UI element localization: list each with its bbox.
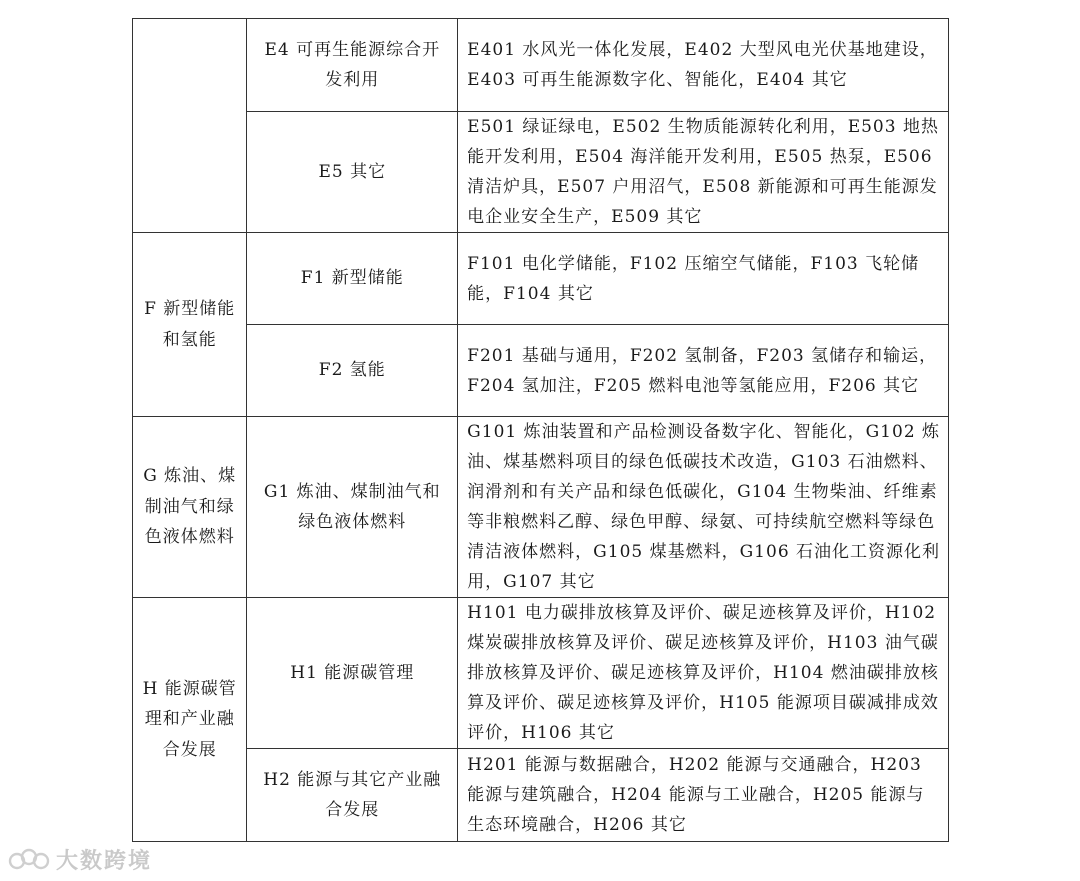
items-cell: [458, 749, 949, 842]
category-label: G 炼油、煤制油气和绿色液体燃料: [143, 466, 237, 548]
items-cell: [458, 112, 949, 233]
subcategory-label: E4 可再生能源综合开发利用: [264, 39, 441, 90]
subcategory-label: G1 炼油、煤制油气和绿色液体燃料: [263, 481, 441, 532]
subcategory-cell: [247, 19, 458, 112]
category-label: H 能源碳管理和产业融合发展: [142, 678, 237, 760]
items-text: F101 电化学储能，F102 压缩空气储能，F103 飞轮储能，F104 其它: [467, 253, 920, 304]
category-label: F 新型储能和氢能: [144, 299, 236, 350]
table-row: [133, 325, 949, 417]
subcategory-label: H2 能源与其它产业融合发展: [263, 769, 442, 820]
table-row: [133, 598, 949, 749]
category-table: [132, 18, 949, 842]
items-cell: [458, 417, 949, 598]
watermark: [8, 842, 152, 876]
subcategory-label: F2 氢能: [318, 360, 386, 381]
subcategory-label: H1 能源碳管理: [290, 662, 415, 683]
items-cell: [458, 598, 949, 749]
items-text: H201 能源与数据融合，H202 能源与交通融合，H203 能源与建筑融合，H204 能源与工业融合，H205 能源与生态环境融合，H206 其它: [467, 755, 925, 835]
items-cell: [458, 325, 949, 417]
watermark-text: 大数跨境: [56, 848, 153, 874]
subcategory-cell: [247, 417, 458, 598]
table-row: [133, 417, 949, 598]
subcategory-cell: [247, 233, 458, 325]
items-text: E401 水风光一体化发展，E402 大型风电光伏基地建设，E403 可再生能源数字化、智能化，E404 其它: [467, 40, 938, 90]
table-row: [133, 233, 949, 325]
watermark-logo-icon: [8, 844, 50, 874]
items-text: G101 炼油装置和产品检测设备数字化、智能化，G102 炼油、煤基燃料项目的绿色低碳技术改造，G103 石油燃料、润滑剂和有关产品和绿色低碳化，G104 生物柴油、纤维素等非粮燃料乙醇、绿色甲醇、绿氨、可持续航空燃料等绿色清洁液体燃料，G105 煤基燃料，G106 石油化工资源化利用，G107 其它: [467, 422, 941, 592]
table-row: [133, 749, 949, 842]
items-cell: [458, 19, 949, 112]
table-row: [133, 19, 949, 112]
subcategory-cell: [247, 325, 458, 417]
category-cell-f: [133, 233, 247, 417]
items-text: F201 基础与通用，F202 氢制备，F203 氢储存和输运，F204 氢加注，F205 燃料电池等氢能应用，F206 其它: [467, 345, 938, 396]
subcategory-label: E5 其它: [318, 161, 387, 182]
subcategory-cell: [247, 749, 458, 842]
category-cell-e: [133, 19, 247, 233]
items-cell: [458, 233, 949, 325]
subcategory-cell: [247, 112, 458, 233]
items-text: H101 电力碳排放核算及评价、碳足迹核算及评价，H102 煤炭碳排放核算及评价、碳足迹核算及评价，H103 油气碳排放核算及评价、碳足迹核算及评价，H104 燃油碳排放核算及评价、碳足迹核算及评价，H105 能源项目碳减排成效评价，H106 其它: [467, 603, 939, 743]
items-text: E501 绿证绿电，E502 生物质能源转化利用，E503 地热能开发利用，E504 海洋能开发利用，E505 热泵，E506 清洁炉具，E507 户用沼气，E508 新能源和可再生能源发电企业安全生产，E509 其它: [467, 117, 939, 227]
subcategory-label: F1 新型储能: [300, 268, 404, 289]
category-cell-g: [133, 417, 247, 598]
category-cell-h: [133, 598, 247, 842]
table-row: [133, 112, 949, 233]
subcategory-cell: [247, 598, 458, 749]
